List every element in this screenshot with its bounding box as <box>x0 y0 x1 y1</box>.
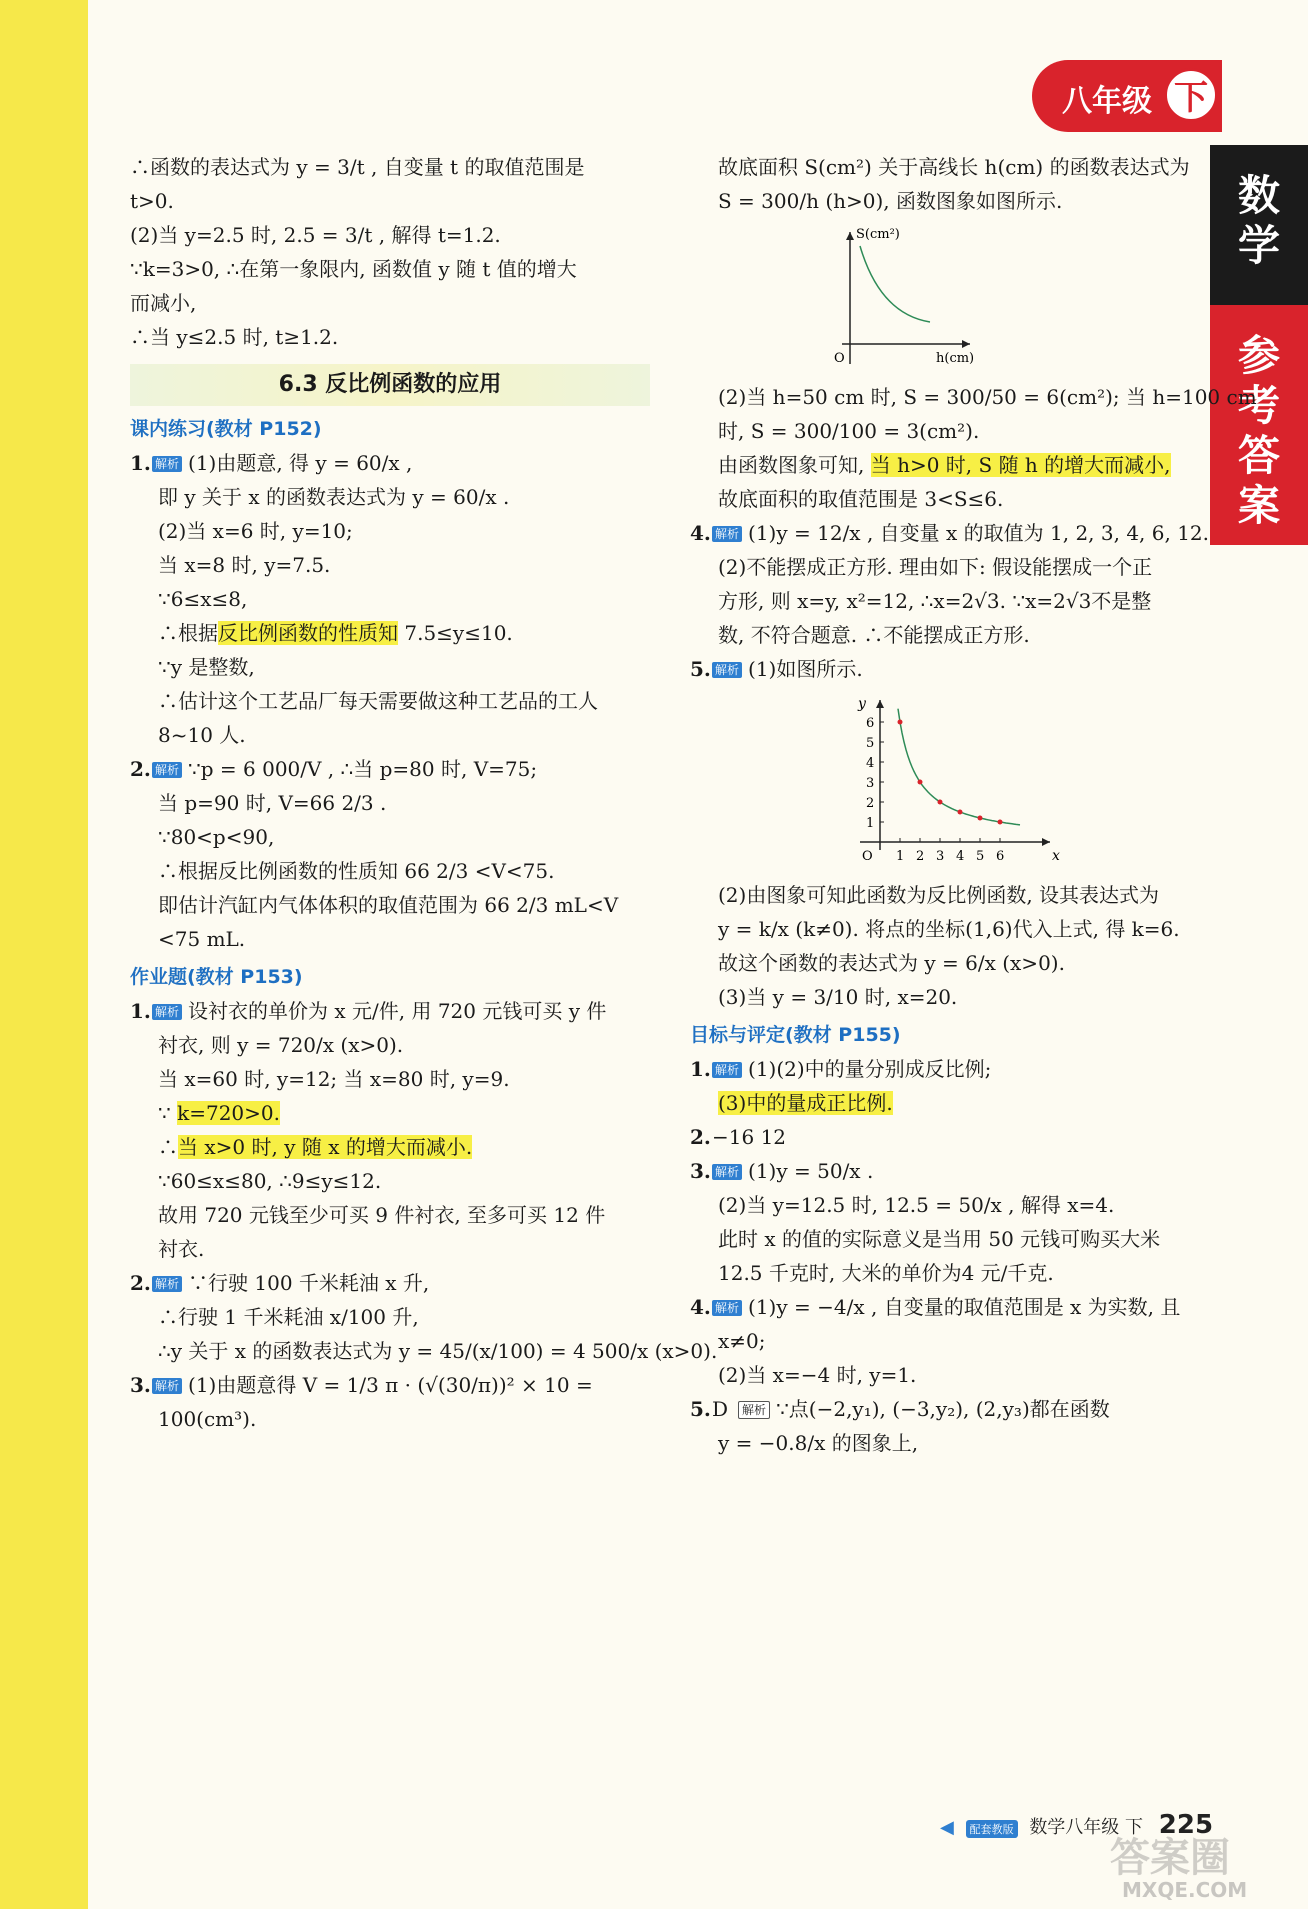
y-axis-label: S(cm²) <box>856 227 900 242</box>
subsection-title: 目标与评定(教材 P155) <box>690 1024 901 1046</box>
page-number: 225 <box>1158 1810 1214 1840</box>
line-text: 此时 x 的值的实际意义是当用 50 元钱可购买大米 <box>718 1227 1161 1251</box>
line-text: 故用 720 元钱至少可买 9 件衬衣, 至多可买 12 件 <box>158 1203 606 1227</box>
data-point <box>958 810 963 815</box>
line-text: ∴当 y≤2.5 时, t≥1.2. <box>130 325 339 349</box>
question-number: 2. <box>690 1125 711 1149</box>
yellow-margin-strip <box>0 0 88 1909</box>
text-line <box>130 548 650 582</box>
line-text: 100(cm³). <box>158 1407 257 1431</box>
text-line <box>690 584 1200 618</box>
line-text: ∵k=3>0, ∴在第一象限内, 函数值 y 随 t 值的增大 <box>130 257 577 281</box>
text-line <box>690 1222 1200 1256</box>
text-line <box>130 582 650 616</box>
line-text: D <box>712 1397 729 1421</box>
y-axis-arrow <box>876 700 884 708</box>
line-text: <75 mL. <box>158 927 246 951</box>
text-line <box>690 550 1200 584</box>
data-point <box>918 780 923 785</box>
line-text <box>718 1091 893 1115</box>
text-line <box>690 184 1200 218</box>
line-text: ∵p = 6 000/V , ∴当 p=80 时, V=75; <box>188 757 538 781</box>
line-text: (2)当 y=12.5 时, 12.5 = 50/x , 解得 x=4. <box>718 1193 1115 1217</box>
question-number: 3. <box>690 1159 711 1183</box>
text-line <box>130 1232 650 1266</box>
x-axis-arrow <box>962 340 970 348</box>
line-text: 方形, 则 x=y, x²=12, ∴x=2√3. ∵x=2√3不是整 <box>718 589 1152 613</box>
line-text: ∵行驶 100 千米耗油 x 升, <box>188 1271 430 1295</box>
text-line <box>690 878 1200 912</box>
x-tick-label: 5 <box>976 849 985 864</box>
y-axis-arrow <box>846 232 854 240</box>
line-text: 12.5 千克时, 大米的单价为4 元/千克. <box>718 1261 1054 1285</box>
line-text: ∴当 x>0 时, y 随 x 的增大而减小. <box>158 1135 473 1159</box>
line-text: y = k/x (k≠0). 将点的坐标(1,6)代入上式, 得 k=6. <box>718 917 1180 941</box>
grade-tab <box>1032 60 1222 132</box>
text-line <box>130 1062 650 1096</box>
line-text: 数, 不符合题意. ∴不能摆成正方形. <box>718 623 1030 647</box>
line-text: ∴估计这个工艺品厂每天需要做这种工艺品的工人 <box>158 689 598 713</box>
subject-char-2: 学 <box>1237 221 1280 270</box>
text-line <box>130 854 650 888</box>
y-tick-label: 3 <box>866 776 875 791</box>
line-text: (1)y = 50/x . <box>748 1159 874 1183</box>
text-line <box>690 1188 1200 1222</box>
answers-label <box>1210 305 1308 531</box>
watermark-logo: 答案圈 <box>1110 1835 1230 1881</box>
text-line <box>690 912 1200 946</box>
line-text: 设衬衣的单价为 x 元/件, 用 720 元钱可买 y 件 <box>188 999 607 1023</box>
text-line <box>690 1426 1200 1460</box>
text-line <box>690 980 1200 1014</box>
question-line <box>130 446 650 480</box>
line-text: (1)y = −4/x , 自变量的取值范围是 x 为实数, 且 <box>748 1295 1181 1319</box>
analysis-tag: 解析 <box>712 1164 742 1180</box>
analysis-tag: 解析 <box>738 1401 770 1419</box>
line-text: (1)y = 12/x , 自变量 x 的取值为 1, 2, 3, 4, 6, 12. <box>748 521 1210 545</box>
text-line <box>690 1358 1200 1392</box>
text-line <box>130 1028 650 1062</box>
text-line <box>130 184 650 218</box>
line-text: x≠0; <box>718 1329 766 1353</box>
text-line <box>130 616 650 650</box>
line-text: 即估计汽缸内气体体积的取值范围为 66 2/3 mL<V <box>158 893 619 917</box>
question-number: 2. <box>130 757 151 781</box>
highlight: 当 h>0 时, S 随 h 的增大而减小, <box>870 453 1171 477</box>
analysis-tag: 解析 <box>152 1378 182 1394</box>
question-number: 5. <box>690 657 711 681</box>
curve <box>898 709 1020 825</box>
line-text: 时, S = 300/100 = 3(cm²). <box>718 419 980 443</box>
analysis-tag: 解析 <box>712 526 742 542</box>
analysis-tag: 解析 <box>152 1276 182 1292</box>
x-axis-label: h(cm) <box>936 351 975 366</box>
line-text: (1)如图所示. <box>748 657 863 681</box>
line-text: (3)当 y = 3/10 时, x=20. <box>718 985 958 1009</box>
right-column <box>690 150 1257 1460</box>
text-line <box>130 1334 718 1368</box>
text-line <box>130 820 650 854</box>
grade-label: 八年级 <box>1062 84 1152 119</box>
data-point <box>898 720 903 725</box>
line-text: 故底面积的取值范围是 3<S≤6. <box>718 487 1004 511</box>
watermark-url: MXQE.COM <box>1122 1878 1248 1902</box>
question-line <box>130 1368 650 1402</box>
answers-tab <box>1210 305 1308 545</box>
left-column <box>130 150 718 1436</box>
question-number: 1. <box>130 999 151 1023</box>
line-text: S = 300/h (h>0), 函数图象如图所示. <box>718 189 1063 213</box>
subject-char-1: 数 <box>1237 171 1280 220</box>
text-line <box>130 786 650 820</box>
line-text: (1)由题意, 得 y = 60/x , <box>188 451 413 475</box>
x-tick-label: 2 <box>916 849 925 864</box>
y-tick-label: 1 <box>866 816 875 831</box>
y-tick-label: 2 <box>866 796 875 811</box>
question-line <box>690 516 1210 550</box>
line-text: 当 x=60 时, y=12; 当 x=80 时, y=9. <box>158 1067 510 1091</box>
line-text: (1)由题意得 V = 1/3 π · (√(30/π))² × 10 = <box>188 1373 593 1397</box>
question-number: 1. <box>690 1057 711 1081</box>
subject-label <box>1210 145 1308 271</box>
text-line <box>130 650 650 684</box>
text-line <box>130 888 650 922</box>
line-text: 即 y 关于 x 的函数表达式为 y = 60/x . <box>158 485 510 509</box>
line-text: (1)(2)中的量分别成反比例; <box>748 1057 992 1081</box>
text-line <box>690 618 1200 652</box>
line-text: −16 12 <box>712 1125 787 1149</box>
line-text: 由函数图象可知, 当 h>0 时, S 随 h 的增大而减小, <box>718 453 1171 477</box>
highlight: k=720>0. <box>177 1101 280 1125</box>
line-text: (2)当 x=6 时, y=10; <box>158 519 353 543</box>
line-text: ∵6≤x≤8, <box>158 587 248 611</box>
line-text: ∴y 关于 x 的函数表达式为 y = 45/(x/100) = 4 500/x (x>0). <box>158 1339 718 1363</box>
text-line <box>130 1130 650 1164</box>
highlight: 当 x>0 时, y 随 x 的增大而减小. <box>178 1135 473 1159</box>
text-line <box>690 1324 1200 1358</box>
graph-y-vs-x <box>840 692 1060 872</box>
line-text: ∵y 是整数, <box>158 655 255 679</box>
text-line <box>130 922 650 956</box>
footer-book-title: 数学八年级 <box>1029 1817 1120 1838</box>
highlight: (3)中的量成正比例. <box>718 1091 893 1115</box>
graph-s-vs-h <box>810 224 1010 374</box>
edition-badge: 配套教版 <box>966 1820 1018 1838</box>
text-line <box>130 150 650 184</box>
x-axis-label: x <box>1052 848 1060 864</box>
line-text: ∴行驶 1 千米耗油 x/100 升, <box>158 1305 419 1329</box>
subject-tab <box>1210 145 1308 305</box>
question-line <box>690 1120 1200 1154</box>
line-text: (2)当 x=−4 时, y=1. <box>718 1363 917 1387</box>
answers-char-4: 案 <box>1237 481 1280 530</box>
line-text: 当 p=90 时, V=66 2/3 . <box>158 791 387 815</box>
y-tick-label: 6 <box>866 716 875 731</box>
line-text: ∵点(−2,y₁), (−3,y₂), (2,y₃)都在函数 <box>776 1397 1110 1421</box>
line-text: 衬衣, 则 y = 720/x (x>0). <box>158 1033 404 1057</box>
question-number: 1. <box>130 451 151 475</box>
line-text: ∵ k=720>0. <box>158 1101 280 1125</box>
line-text: (2)不能摆成正方形. 理由如下: 假设能摆成一个正 <box>718 555 1153 579</box>
line-text: 而减小, <box>130 291 197 315</box>
analysis-tag: 解析 <box>152 456 182 472</box>
line-text: ∵80<p<90, <box>158 825 275 849</box>
line-text: 8~10 人. <box>158 723 246 747</box>
text-line <box>130 218 650 252</box>
text-line <box>130 1300 650 1334</box>
data-point <box>978 816 983 821</box>
answers-char-3: 答 <box>1237 431 1280 480</box>
section-heading: 6.3 反比例函数的应用 <box>130 364 650 406</box>
footer-volume: 下 <box>1125 1817 1144 1838</box>
question-line <box>690 652 1200 686</box>
analysis-tag: 解析 <box>712 662 742 678</box>
line-text: 故底面积 S(cm²) 关于高线长 h(cm) 的函数表达式为 <box>718 155 1190 179</box>
arrow-icon: ◀ <box>940 1817 954 1838</box>
curve <box>860 246 930 322</box>
y-axis-label: y <box>858 696 866 712</box>
text-line <box>130 320 650 354</box>
text-line <box>130 252 650 286</box>
text-line <box>690 1256 1200 1290</box>
x-axis-arrow <box>1042 838 1050 846</box>
text-line <box>690 946 1200 980</box>
line-text: t>0. <box>130 189 174 213</box>
highlight: 反比例函数的性质知 <box>218 621 398 645</box>
line-text: ∵60≤x≤80, ∴9≤y≤12. <box>158 1169 382 1193</box>
origin-label: O <box>862 849 873 864</box>
line-text: y = −0.8/x 的图象上, <box>718 1431 919 1455</box>
question-line <box>690 1290 1200 1324</box>
line-text: 当 x=8 时, y=7.5. <box>158 553 331 577</box>
text-line <box>130 1164 650 1198</box>
line-text: 衬衣. <box>158 1237 205 1261</box>
analysis-tag: 解析 <box>152 762 182 778</box>
text-line <box>130 1402 650 1436</box>
text-line <box>130 1096 650 1130</box>
question-line <box>690 1392 1200 1426</box>
x-tick-label: 3 <box>936 849 945 864</box>
text-line <box>690 414 1200 448</box>
question-number: 4. <box>690 1295 711 1319</box>
text-line <box>130 1198 650 1232</box>
line-text: (2)当 y=2.5 时, 2.5 = 3/t , 解得 t=1.2. <box>130 223 501 247</box>
text-line <box>130 480 650 514</box>
question-line <box>690 1052 1200 1086</box>
answers-char-2: 考 <box>1237 381 1280 430</box>
x-tick-label: 4 <box>956 849 965 864</box>
text-line <box>130 286 650 320</box>
data-point <box>998 820 1003 825</box>
question-line <box>130 1266 650 1300</box>
question-number: 5. <box>690 1397 711 1421</box>
data-point <box>938 800 943 805</box>
question-number: 4. <box>690 521 711 545</box>
line-text: 故这个函数的表达式为 y = 6/x (x>0). <box>718 951 1065 975</box>
analysis-tag: 解析 <box>712 1300 742 1316</box>
question-line <box>130 994 650 1028</box>
text-line <box>690 448 1200 482</box>
text-line <box>690 1086 1200 1120</box>
line-text: ∴函数的表达式为 y = 3/t , 自变量 t 的取值范围是 <box>130 155 585 179</box>
line-text: (2)当 h=50 cm 时, S = 300/50 = 6(cm²); 当 h=100 cm <box>718 385 1257 409</box>
y-tick-label: 4 <box>866 756 875 771</box>
text-line <box>690 150 1200 184</box>
line-text: ∴根据反比例函数的性质知 7.5≤y≤10. <box>158 621 513 645</box>
question-number: 3. <box>130 1373 151 1397</box>
line-text: ∴根据反比例函数的性质知 66 2/3 <V<75. <box>158 859 555 883</box>
volume-circle: 下 <box>1164 68 1218 122</box>
analysis-tag: 解析 <box>712 1062 742 1078</box>
line-text: (2)由图象可知此函数为反比例函数, 设其表达式为 <box>718 883 1160 907</box>
question-line <box>130 752 650 786</box>
text-line <box>130 514 650 548</box>
answers-char-1: 参 <box>1237 331 1280 380</box>
text-line <box>690 482 1200 516</box>
question-line <box>690 1154 1200 1188</box>
analysis-tag: 解析 <box>152 1004 182 1020</box>
subsection-title: 课内练习(教材 P152) <box>130 418 322 440</box>
y-tick-label: 5 <box>866 736 875 751</box>
x-tick-label: 1 <box>896 849 905 864</box>
text-line <box>690 380 1257 414</box>
subsection-title: 作业题(教材 P153) <box>130 966 303 988</box>
x-tick-label: 6 <box>996 849 1005 864</box>
question-number: 2. <box>130 1271 151 1295</box>
origin-label: O <box>834 351 845 366</box>
text-line <box>130 718 650 752</box>
text-line <box>130 684 650 718</box>
